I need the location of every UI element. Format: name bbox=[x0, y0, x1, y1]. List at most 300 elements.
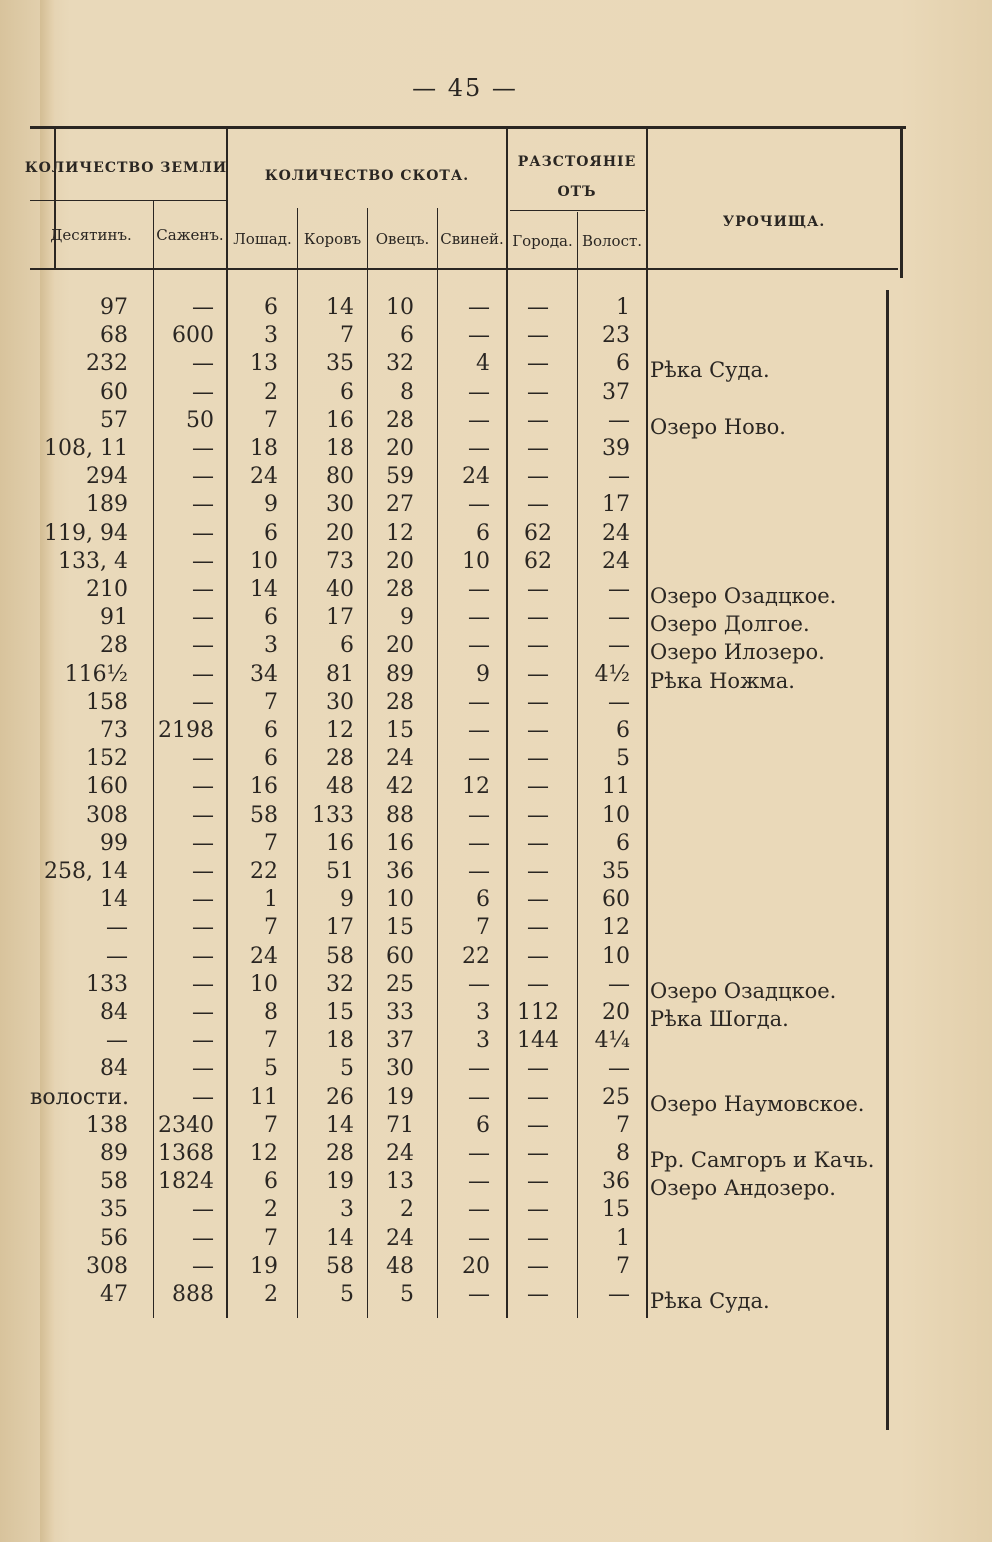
cell-cows: 30 bbox=[326, 690, 354, 715]
cell-desyatin: 133, 4 bbox=[58, 549, 128, 574]
cell-volost: 17 bbox=[602, 492, 630, 517]
cell-desyatin: 14 bbox=[100, 887, 128, 912]
cell-cows: 14 bbox=[326, 1113, 354, 1138]
cell-sazhen: — bbox=[192, 887, 214, 912]
cell-cows: 58 bbox=[326, 1254, 354, 1279]
cell-volost: 23 bbox=[602, 323, 630, 348]
distance-header-rule bbox=[510, 210, 645, 211]
cell-sazhen: — bbox=[192, 351, 214, 376]
cell-town: — bbox=[527, 380, 549, 405]
cell-sazhen: — bbox=[192, 690, 214, 715]
cell-desyatin: — bbox=[106, 944, 128, 969]
cell-volost: 12 bbox=[602, 915, 630, 940]
cell-sazhen: 1824 bbox=[158, 1169, 214, 1194]
cell-tract: Рѣка Суда. bbox=[650, 1289, 770, 1313]
cell-volost: — bbox=[608, 1056, 630, 1081]
cell-volost: 11 bbox=[602, 774, 630, 799]
cell-sheep: 60 bbox=[386, 944, 414, 969]
cell-sazhen: — bbox=[192, 859, 214, 884]
cell-pigs: 3 bbox=[476, 1000, 490, 1025]
col-header-sazhen: Саженъ. bbox=[156, 226, 224, 244]
cell-sheep: 9 bbox=[400, 605, 414, 630]
cell-tract: Озеро Илозеро. bbox=[650, 640, 825, 664]
cell-cows: 18 bbox=[326, 1028, 354, 1053]
cell-pigs: — bbox=[468, 972, 490, 997]
cell-desyatin: 258, 14 bbox=[44, 859, 128, 884]
cell-tract: Рѣка Шогда. bbox=[650, 1007, 789, 1031]
cell-town: — bbox=[527, 718, 549, 743]
cell-horses: 7 bbox=[264, 915, 278, 940]
cell-horses: 6 bbox=[264, 1169, 278, 1194]
cell-sazhen: — bbox=[192, 803, 214, 828]
cell-horses: 7 bbox=[264, 1028, 278, 1053]
cell-sazhen: — bbox=[192, 295, 214, 320]
cell-desyatin: 73 bbox=[100, 718, 128, 743]
cell-pigs: — bbox=[468, 1056, 490, 1081]
cell-tract: Озеро Наумовское. bbox=[650, 1092, 865, 1116]
cell-town: 144 bbox=[517, 1028, 559, 1053]
cell-sheep: 28 bbox=[386, 408, 414, 433]
cell-sazhen: — bbox=[192, 380, 214, 405]
distance-from-header: ОТЪ bbox=[557, 184, 597, 200]
cell-sazhen: 888 bbox=[172, 1282, 214, 1307]
cell-sheep: 20 bbox=[386, 436, 414, 461]
cell-pigs: — bbox=[468, 380, 490, 405]
cell-pigs: — bbox=[468, 408, 490, 433]
cell-cows: 19 bbox=[326, 1169, 354, 1194]
cell-horses: 19 bbox=[250, 1254, 278, 1279]
cell-pigs: — bbox=[468, 1226, 490, 1251]
cell-sheep: 24 bbox=[386, 746, 414, 771]
cell-sazhen: 600 bbox=[172, 323, 214, 348]
cell-pigs: — bbox=[468, 803, 490, 828]
cell-volost: 10 bbox=[602, 944, 630, 969]
cell-town: — bbox=[527, 774, 549, 799]
cell-town: — bbox=[527, 408, 549, 433]
cell-pigs: — bbox=[468, 1085, 490, 1110]
col-header-horses: Лошад. bbox=[233, 230, 292, 248]
cell-volost: 24 bbox=[602, 521, 630, 546]
cell-pigs: — bbox=[468, 1141, 490, 1166]
cell-town: — bbox=[527, 295, 549, 320]
col-header-sheep: Овецъ. bbox=[375, 230, 430, 248]
cell-desyatin: 60 bbox=[100, 380, 128, 405]
cell-desyatin: 152 bbox=[86, 746, 128, 771]
cell-cows: 133 bbox=[312, 803, 354, 828]
cell-cows: 28 bbox=[326, 746, 354, 771]
cell-town: — bbox=[527, 746, 549, 771]
cell-desyatin: — bbox=[106, 915, 128, 940]
cell-sheep: 15 bbox=[386, 915, 414, 940]
cell-cows: 80 bbox=[326, 464, 354, 489]
cell-sazhen: — bbox=[192, 1254, 214, 1279]
cell-town: — bbox=[527, 662, 549, 687]
cell-volost: 37 bbox=[602, 380, 630, 405]
cell-pigs: 24 bbox=[462, 464, 490, 489]
cell-volost: — bbox=[608, 690, 630, 715]
cell-desyatin: 97 bbox=[100, 295, 128, 320]
cell-desyatin: 58 bbox=[100, 1169, 128, 1194]
cell-cows: 30 bbox=[326, 492, 354, 517]
cell-cows: 26 bbox=[326, 1085, 354, 1110]
cell-town: — bbox=[527, 690, 549, 715]
cell-desyatin: 108, 11 bbox=[44, 436, 128, 461]
cell-sazhen: — bbox=[192, 774, 214, 799]
cell-town: — bbox=[527, 972, 549, 997]
cell-town: — bbox=[527, 1085, 549, 1110]
col-header-desyatin: Десятинъ. bbox=[50, 226, 132, 244]
cell-pigs: 10 bbox=[462, 549, 490, 574]
cell-sheep: 33 bbox=[386, 1000, 414, 1025]
cell-horses: 8 bbox=[264, 1000, 278, 1025]
cell-horses: 6 bbox=[264, 605, 278, 630]
cell-desyatin: 84 bbox=[100, 1056, 128, 1081]
cell-sazhen: — bbox=[192, 1226, 214, 1251]
cell-pigs: — bbox=[468, 1197, 490, 1222]
cell-horses: 14 bbox=[250, 577, 278, 602]
cell-pigs: 3 bbox=[476, 1028, 490, 1053]
cell-cows: 81 bbox=[326, 662, 354, 687]
cell-horses: 11 bbox=[250, 1085, 278, 1110]
cell-volost: 4¼ bbox=[594, 1028, 630, 1053]
cell-pigs: 4 bbox=[476, 351, 490, 376]
cell-horses: 3 bbox=[264, 323, 278, 348]
livestock-header: КОЛИЧЕСТВО СКОТА. bbox=[264, 168, 470, 184]
cell-desyatin: 294 bbox=[86, 464, 128, 489]
cell-sazhen: — bbox=[192, 549, 214, 574]
cell-town: — bbox=[527, 323, 549, 348]
cell-desyatin: 28 bbox=[100, 633, 128, 658]
cell-desyatin: 119, 94 bbox=[44, 521, 128, 546]
cell-desyatin: 35 bbox=[100, 1197, 128, 1222]
cell-horses: 2 bbox=[264, 380, 278, 405]
cell-cows: 73 bbox=[326, 549, 354, 574]
cell-sazhen: — bbox=[192, 662, 214, 687]
cell-cows: 17 bbox=[326, 605, 354, 630]
cell-cows: 35 bbox=[326, 351, 354, 376]
cell-sazhen: — bbox=[192, 972, 214, 997]
cell-sheep: 15 bbox=[386, 718, 414, 743]
cell-sheep: 71 bbox=[386, 1113, 414, 1138]
cell-desyatin: 99 bbox=[100, 831, 128, 856]
cell-volost: 39 bbox=[602, 436, 630, 461]
cell-horses: 12 bbox=[250, 1141, 278, 1166]
cell-cows: 3 bbox=[340, 1197, 354, 1222]
cell-desyatin: 57 bbox=[100, 408, 128, 433]
cell-desyatin: 158 bbox=[86, 690, 128, 715]
column-divider bbox=[646, 128, 648, 1318]
cell-cows: 5 bbox=[340, 1056, 354, 1081]
cell-horses: 24 bbox=[250, 464, 278, 489]
cell-sheep: 24 bbox=[386, 1141, 414, 1166]
cell-sazhen: — bbox=[192, 746, 214, 771]
cell-sazhen: 50 bbox=[186, 408, 214, 433]
cell-desyatin: 210 bbox=[86, 577, 128, 602]
cell-pigs: — bbox=[468, 718, 490, 743]
cell-desyatin: 91 bbox=[100, 605, 128, 630]
cell-sazhen: — bbox=[192, 492, 214, 517]
cell-sheep: 32 bbox=[386, 351, 414, 376]
cell-cows: 51 bbox=[326, 859, 354, 884]
cell-pigs: — bbox=[468, 859, 490, 884]
cell-desyatin: 56 bbox=[100, 1226, 128, 1251]
cell-town: — bbox=[527, 887, 549, 912]
cell-volost: 7 bbox=[616, 1254, 630, 1279]
cell-volost: 6 bbox=[616, 718, 630, 743]
cell-desyatin: 308 bbox=[86, 1254, 128, 1279]
cell-sheep: 2 bbox=[400, 1197, 414, 1222]
cell-pigs: 6 bbox=[476, 521, 490, 546]
cell-desyatin: 138 bbox=[86, 1113, 128, 1138]
cell-cows: 9 bbox=[340, 887, 354, 912]
cell-town: — bbox=[527, 803, 549, 828]
cell-town: — bbox=[527, 1197, 549, 1222]
cell-town: — bbox=[527, 944, 549, 969]
cell-pigs: — bbox=[468, 605, 490, 630]
cell-cows: 16 bbox=[326, 408, 354, 433]
cell-town: 112 bbox=[517, 1000, 559, 1025]
cell-volost: 60 bbox=[602, 887, 630, 912]
cell-horses: 6 bbox=[264, 746, 278, 771]
cell-horses: 58 bbox=[250, 803, 278, 828]
cell-pigs: 6 bbox=[476, 887, 490, 912]
cell-sazhen: 1368 bbox=[158, 1141, 214, 1166]
cell-horses: 6 bbox=[264, 295, 278, 320]
cell-cows: 17 bbox=[326, 915, 354, 940]
cell-volost: 6 bbox=[616, 831, 630, 856]
cell-cows: 12 bbox=[326, 718, 354, 743]
cell-sheep: 20 bbox=[386, 549, 414, 574]
cell-sheep: 12 bbox=[386, 521, 414, 546]
cell-cows: 20 bbox=[326, 521, 354, 546]
cell-cows: 7 bbox=[340, 323, 354, 348]
cell-horses: 3 bbox=[264, 633, 278, 658]
cell-pigs: — bbox=[468, 690, 490, 715]
cell-town: — bbox=[527, 605, 549, 630]
cell-town: — bbox=[527, 1169, 549, 1194]
cell-tract: Озеро Андозеро. bbox=[650, 1176, 836, 1200]
cell-sheep: 48 bbox=[386, 1254, 414, 1279]
cell-sazhen: — bbox=[192, 1197, 214, 1222]
cell-cows: 6 bbox=[340, 380, 354, 405]
cell-sazhen: — bbox=[192, 1028, 214, 1053]
cell-horses: 7 bbox=[264, 1113, 278, 1138]
cell-cows: 32 bbox=[326, 972, 354, 997]
cell-desyatin: 308 bbox=[86, 803, 128, 828]
cell-pigs: 7 bbox=[476, 915, 490, 940]
cell-sazhen: — bbox=[192, 1056, 214, 1081]
cell-sazhen: — bbox=[192, 464, 214, 489]
cell-sazhen: — bbox=[192, 1085, 214, 1110]
cell-town: — bbox=[527, 915, 549, 940]
cell-pigs: — bbox=[468, 746, 490, 771]
cell-horses: 6 bbox=[264, 521, 278, 546]
col-header-cows: Коровъ bbox=[303, 230, 362, 248]
cell-volost: — bbox=[608, 1282, 630, 1307]
cell-volost: 6 bbox=[616, 351, 630, 376]
cell-tract: Рѣка Ножма. bbox=[650, 669, 795, 693]
cell-town: — bbox=[527, 1113, 549, 1138]
cell-volost: — bbox=[608, 633, 630, 658]
cell-desyatin: 232 bbox=[86, 351, 128, 376]
cell-sheep: 28 bbox=[386, 690, 414, 715]
table-top-rule bbox=[30, 126, 906, 129]
cell-sheep: 13 bbox=[386, 1169, 414, 1194]
tract-header: УРОЧИЩА. bbox=[722, 214, 826, 230]
cell-sheep: 10 bbox=[386, 887, 414, 912]
cell-town: — bbox=[527, 1141, 549, 1166]
cell-pigs: 9 bbox=[476, 662, 490, 687]
cell-horses: 7 bbox=[264, 690, 278, 715]
cell-sazhen: — bbox=[192, 633, 214, 658]
cell-cows: 5 bbox=[340, 1282, 354, 1307]
cell-desyatin: 189 bbox=[86, 492, 128, 517]
cell-pigs: — bbox=[468, 633, 490, 658]
cell-horses: 18 bbox=[250, 436, 278, 461]
cell-sheep: 25 bbox=[386, 972, 414, 997]
cell-town: 62 bbox=[524, 549, 552, 574]
cell-sheep: 36 bbox=[386, 859, 414, 884]
cell-volost: 24 bbox=[602, 549, 630, 574]
cell-desyatin: — bbox=[106, 1028, 128, 1053]
cell-sheep: 88 bbox=[386, 803, 414, 828]
cell-sazhen: — bbox=[192, 605, 214, 630]
cell-cows: 14 bbox=[326, 1226, 354, 1251]
cell-pigs: — bbox=[468, 492, 490, 517]
cell-horses: 10 bbox=[250, 972, 278, 997]
cell-volost: 8 bbox=[616, 1141, 630, 1166]
cell-volost: — bbox=[608, 408, 630, 433]
cell-pigs: — bbox=[468, 1282, 490, 1307]
cell-horses: 7 bbox=[264, 408, 278, 433]
cell-horses: 2 bbox=[264, 1282, 278, 1307]
cell-sheep: 27 bbox=[386, 492, 414, 517]
cell-sheep: 20 bbox=[386, 633, 414, 658]
cell-volost: 15 bbox=[602, 1197, 630, 1222]
cell-sheep: 59 bbox=[386, 464, 414, 489]
column-divider bbox=[54, 128, 56, 268]
cell-tract: Рѣка Суда. bbox=[650, 358, 770, 382]
cell-sheep: 89 bbox=[386, 662, 414, 687]
cell-desyatin: 89 bbox=[100, 1141, 128, 1166]
cell-desyatin: 160 bbox=[86, 774, 128, 799]
cell-tract: Озеро Озадцкое. bbox=[650, 979, 837, 1003]
cell-sazhen: — bbox=[192, 915, 214, 940]
cell-cows: 28 bbox=[326, 1141, 354, 1166]
col-header-pigs: Свиней. bbox=[440, 230, 504, 248]
cell-desyatin: 68 bbox=[100, 323, 128, 348]
cell-volost: 20 bbox=[602, 1000, 630, 1025]
cell-desyatin: 133 bbox=[86, 972, 128, 997]
cell-desyatin: 84 bbox=[100, 1000, 128, 1025]
cell-pigs: 22 bbox=[462, 944, 490, 969]
cell-volost: 7 bbox=[616, 1113, 630, 1138]
cell-tract: Озеро Долгое. bbox=[650, 612, 810, 636]
cell-volost: 10 bbox=[602, 803, 630, 828]
cell-sheep: 42 bbox=[386, 774, 414, 799]
cell-town: — bbox=[527, 351, 549, 376]
cell-horses: 34 bbox=[250, 662, 278, 687]
cell-town: — bbox=[527, 1056, 549, 1081]
cell-volost: 35 bbox=[602, 859, 630, 884]
cell-pigs: — bbox=[468, 295, 490, 320]
cell-sheep: 19 bbox=[386, 1085, 414, 1110]
cell-town: — bbox=[527, 831, 549, 856]
land-header-rule bbox=[30, 200, 228, 201]
cell-sheep: 8 bbox=[400, 380, 414, 405]
cell-cows: 16 bbox=[326, 831, 354, 856]
header-bottom-rule bbox=[30, 268, 898, 270]
cell-tract: Озеро Озадцкое. bbox=[650, 584, 837, 608]
cell-horses: 10 bbox=[250, 549, 278, 574]
col-header-town: Города. bbox=[512, 232, 573, 250]
cell-horses: 7 bbox=[264, 1226, 278, 1251]
cell-cows: 18 bbox=[326, 436, 354, 461]
cell-volost: — bbox=[608, 605, 630, 630]
cell-volost: — bbox=[608, 464, 630, 489]
cell-sazhen: — bbox=[192, 436, 214, 461]
cell-town: — bbox=[527, 492, 549, 517]
cell-volost: 5 bbox=[616, 746, 630, 771]
cell-horses: 1 bbox=[264, 887, 278, 912]
cell-sazhen: — bbox=[192, 577, 214, 602]
cell-cows: 14 bbox=[326, 295, 354, 320]
distance-header: РАЗСТОЯНІЕ bbox=[517, 154, 637, 170]
cell-sheep: 16 bbox=[386, 831, 414, 856]
cell-sheep: 28 bbox=[386, 577, 414, 602]
cell-cows: 40 bbox=[326, 577, 354, 602]
cell-pigs: 20 bbox=[462, 1254, 490, 1279]
table-right-rule-lower bbox=[886, 290, 889, 1430]
cell-horses: 2 bbox=[264, 1197, 278, 1222]
cell-pigs: — bbox=[468, 323, 490, 348]
cell-cows: 15 bbox=[326, 1000, 354, 1025]
cell-horses: 24 bbox=[250, 944, 278, 969]
cell-town: — bbox=[527, 1282, 549, 1307]
cell-sheep: 30 bbox=[386, 1056, 414, 1081]
cell-volost: 25 bbox=[602, 1085, 630, 1110]
cell-pigs: 6 bbox=[476, 1113, 490, 1138]
cell-pigs: — bbox=[468, 577, 490, 602]
cell-town: — bbox=[527, 1254, 549, 1279]
land-header: КОЛИЧЕСТВО ЗЕМЛИ bbox=[24, 160, 228, 176]
cell-town: — bbox=[527, 577, 549, 602]
cell-horses: 13 bbox=[250, 351, 278, 376]
table-right-rule bbox=[900, 128, 903, 278]
cell-horses: 22 bbox=[250, 859, 278, 884]
cell-desyatin: 116½ bbox=[64, 662, 128, 687]
cell-town: — bbox=[527, 859, 549, 884]
cell-sheep: 37 bbox=[386, 1028, 414, 1053]
cell-pigs: — bbox=[468, 1169, 490, 1194]
cell-horses: 9 bbox=[264, 492, 278, 517]
cell-volost: 1 bbox=[616, 295, 630, 320]
cell-town: 62 bbox=[524, 521, 552, 546]
cell-town: — bbox=[527, 1226, 549, 1251]
cell-desyatin: волости. bbox=[30, 1085, 129, 1110]
cell-volost: — bbox=[608, 972, 630, 997]
cell-pigs: 12 bbox=[462, 774, 490, 799]
cell-sheep: 5 bbox=[400, 1282, 414, 1307]
col-header-volost: Волост. bbox=[581, 232, 643, 250]
cell-sazhen: 2198 bbox=[158, 718, 214, 743]
cell-sheep: 24 bbox=[386, 1226, 414, 1251]
cell-town: — bbox=[527, 436, 549, 461]
cell-sazhen: 2340 bbox=[158, 1113, 214, 1138]
cell-horses: 6 bbox=[264, 718, 278, 743]
cell-volost: 4½ bbox=[594, 662, 630, 687]
cell-cows: 48 bbox=[326, 774, 354, 799]
